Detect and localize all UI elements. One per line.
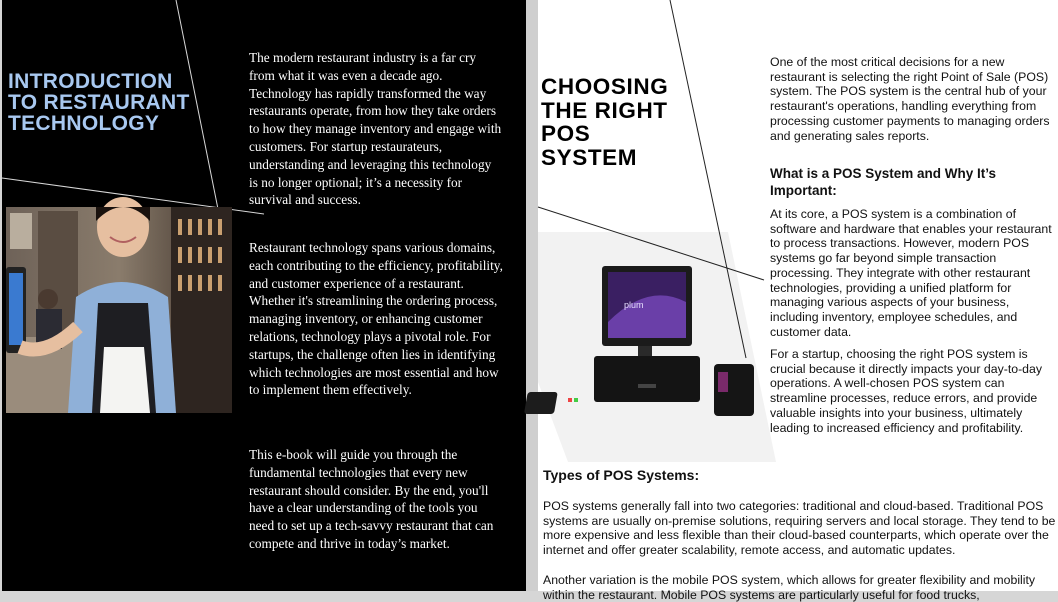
intro-paragraph-2: Restaurant technology spans various domains, each contributing to the efficiency, profitability, and customer experience of a restaurant. Whether it's streamlining the ordering process, managing inventory, or enhancing customer relations, technology plays a pivotal role. For startups, the challenge often lies in identifying which technologies are most essential and how to implement them effectively.	[249, 240, 503, 398]
pos-intro-paragraph: One of the most critical decisions for a new restaurant is selecting the right Point of Sale (POS) system. The POS system is the central hub of your restaurant's operations, handling everything from processing customer payments to managing orders and generating sales reports.	[770, 55, 1050, 143]
section-heading: Types of POS Systems:	[543, 467, 700, 483]
chapter-title: INTRODUCTION TO RESTAURANT TECHNOLOGY	[8, 70, 190, 135]
pos-importance-paragraph: For a startup, choosing the right POS system is crucial because it directly impacts your day-to-day operations. A well-chosen POS system can streamline processes, reduce errors, and provide valuable insights into your business, ultimately leading to increased efficiency and profitability.	[770, 347, 1043, 435]
waitress-photo	[6, 207, 232, 413]
pos-types-paragraph: POS systems generally fall into two categories: traditional and cloud-based. Traditional POS systems are usually on-premise solutions, requiring servers and local storage. They tend to be more expensive and less flexible than their cloud-based counterparts, which operate over the internet and offer greater scalability, remote access, and automatic updates.	[543, 499, 1056, 558]
chapter-title: CHOOSING THE RIGHT POS SYSTEM	[541, 74, 669, 170]
left-page	[2, 0, 526, 591]
page-gutter	[526, 0, 538, 591]
pos-brand-label: plum	[624, 300, 644, 310]
intro-paragraph-1: The modern restaurant industry is a far cry from what it was even a decade ago. Technology has rapidly transformed the way restaurants operate, from how they take orders to how they manage inventory and engage with customers. For startup restaurateurs, understanding and leveraging this technology is no longer optional; it’s a necessity for survival and success.	[249, 50, 502, 208]
intro-paragraph-3: This e-book will guide you through the fundamental technologies that every new restaurant should consider. By the end, you'll have a clear understanding of the tools you need to set up a tech-savvy restaurant that can compete and thrive in today’s market.	[249, 447, 494, 551]
right-page	[538, 0, 1058, 602]
pos-definition-paragraph: At its core, a POS system is a combination of software and hardware that enables your restaurant to process transactions. However, modern POS systems go far beyond simple transaction processing. They integrate with other restaurant technologies, providing a unified platform for managing various aspects of your business, including inventory, employee schedules, and customer data.	[770, 207, 1052, 339]
section-heading: What is a POS System and Why It’s Important:	[770, 166, 997, 198]
mobile-pos-paragraph: Another variation is the mobile POS system, which allows for greater flexibility and mobility within the restaurant. Mobile POS systems are particularly useful for food trucks,	[543, 573, 1036, 602]
